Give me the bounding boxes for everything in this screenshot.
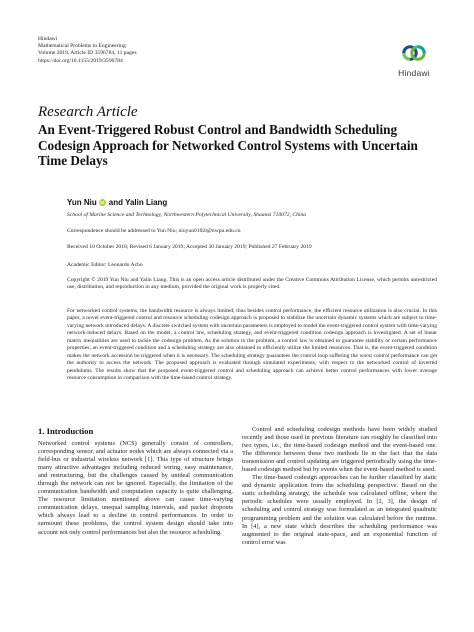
journal-name: Mathematical Problems in Engineering [38, 43, 126, 50]
volume-line: Volume 2019, Article ID 3596784, 11 pages [38, 50, 137, 57]
paragraph: Control and scheduling codesign methods have been widely studied recently and those used in previous literature can roughly be classified into two types, i.e., the time-based codesign method and the event-based one. The difference between these two methods lie in the fact that the data transmission and control updating are triggered periodically using the time-based codesign method but by events when the event-based method is used. [242, 426, 437, 474]
hindawi-logo [394, 40, 434, 78]
doi-link[interactable]: https://doi.org/10.1155/2019/3596784 [38, 57, 123, 64]
correspondence: Correspondence should be addressed to Yun Niu; niuyun0102l@nwpu.edu.cn [67, 228, 241, 234]
logo-wordmark: Hindawi [398, 68, 430, 78]
paragraph: The time-based codesign approaches can be further classified by static and dynamic application from the scheduling perspective. Based on the static scheduling strategy, the schedule was calculated offline, where the periodic schedules were usually employed. In [2, 3], the design of scheduling and control strategy was formulated as an integrated quadratic programming problem and the solution was calculated before the runtime. In [4], a new state which describes the scheduling performance was augmented to the original state-space, and an exponential function of control error was [242, 474, 437, 546]
affiliation: School of Marine Science and Technology, Northwestern Polytechnical University, Shaanxi 710072, China [67, 212, 307, 218]
author-first: Yun Niu [67, 198, 97, 207]
hindawi-logo-icon [401, 40, 427, 66]
left-column [38, 440, 233, 537]
paragraph: Networked control systems (NCS) generally consist of controllers, corresponding sensor, and actuator nodes which are always connected via a field-bus or industrial wireless network [1]. This type of structure brings many attractive advantages including reduced wiring, easy maintenance, and restructuring, but the challenges caused by unideal communication through the network can not be ignored. Especially, the limitation of the communication bandwidth and computation capacity is quite challenging. The resource limitation mentioned above can cause time-varying communication delays, unequal sampling intervals, and packet dropouts which always lead to a decline in control performances. In order to surmount these problems, the control system design should take into account not only control performances but also the resource scheduling. [38, 440, 233, 536]
paper-title: An Event-Triggered Robust Control and Bandwidth Scheduling Codesign Approach for Networked Control Systems with Uncertain Time Delays [38, 122, 418, 169]
abstract: For networked control systems, the bandwidth resource is always limited; thus besides control performance, the efficient resource utilization is also crucial. In this paper, a novel event-triggered control and resource scheduling codesign approach is proposed to stabilize the uncertain dynamic systems which are subject to time-varying network introduced delays. A discrete switched system with uncertain parameters is employed to model the event-triggered control system with time-varying network-induced delays. Based on the model, a control law, scheduling strategy, and event-triggered condition codesign approach is investigated. A set of linear matrix inequalities are used to tackle the codesign problem. As the solution to the problem, a control law is obtained to guarantee stability or certain performance properties; an event-triggered condition and a scheduling strategy are also obtained to efficiently utilize the limited resources. That is, the event-triggered condition makes the network accession be triggered when it is necessary. The scheduling strategy guarantees the control loop suffering the worst control performance can get the authority to access the network. The proposed approach is evaluated through simulated experiments, with respect to the networked control of inverted pendulums. The results show that the proposed event-triggered control and scheduling approach can achieve better control performances with lower average resource consumption in comparison with the time-based control strategy. [67, 308, 437, 382]
academic-editor: Academic Editor: Leonardo Acho [67, 262, 143, 268]
publication-dates: Received 10 October 2018; Revised 6 January 2019; Accepted 30 January 2019; Published 27 February 2019 [67, 244, 312, 250]
publisher-name: Hindawi [38, 36, 58, 42]
license-notice: Copyright © 2019 Yun Niu and Yalin Liang. This is an open access article distributed under the Creative Commons Attribution License, which permits unrestricted use, distribution, and reproduction in any medium, provided the original work is properly cited. [67, 277, 437, 291]
author-rest: and Yalin Liang [108, 198, 168, 207]
article-type: Research Article [38, 104, 138, 120]
journal-meta [38, 36, 137, 65]
right-column [242, 426, 437, 547]
orcid-icon[interactable]: iD [100, 200, 105, 205]
author-line [67, 198, 167, 207]
section-heading: 1. Introduction [38, 426, 94, 436]
